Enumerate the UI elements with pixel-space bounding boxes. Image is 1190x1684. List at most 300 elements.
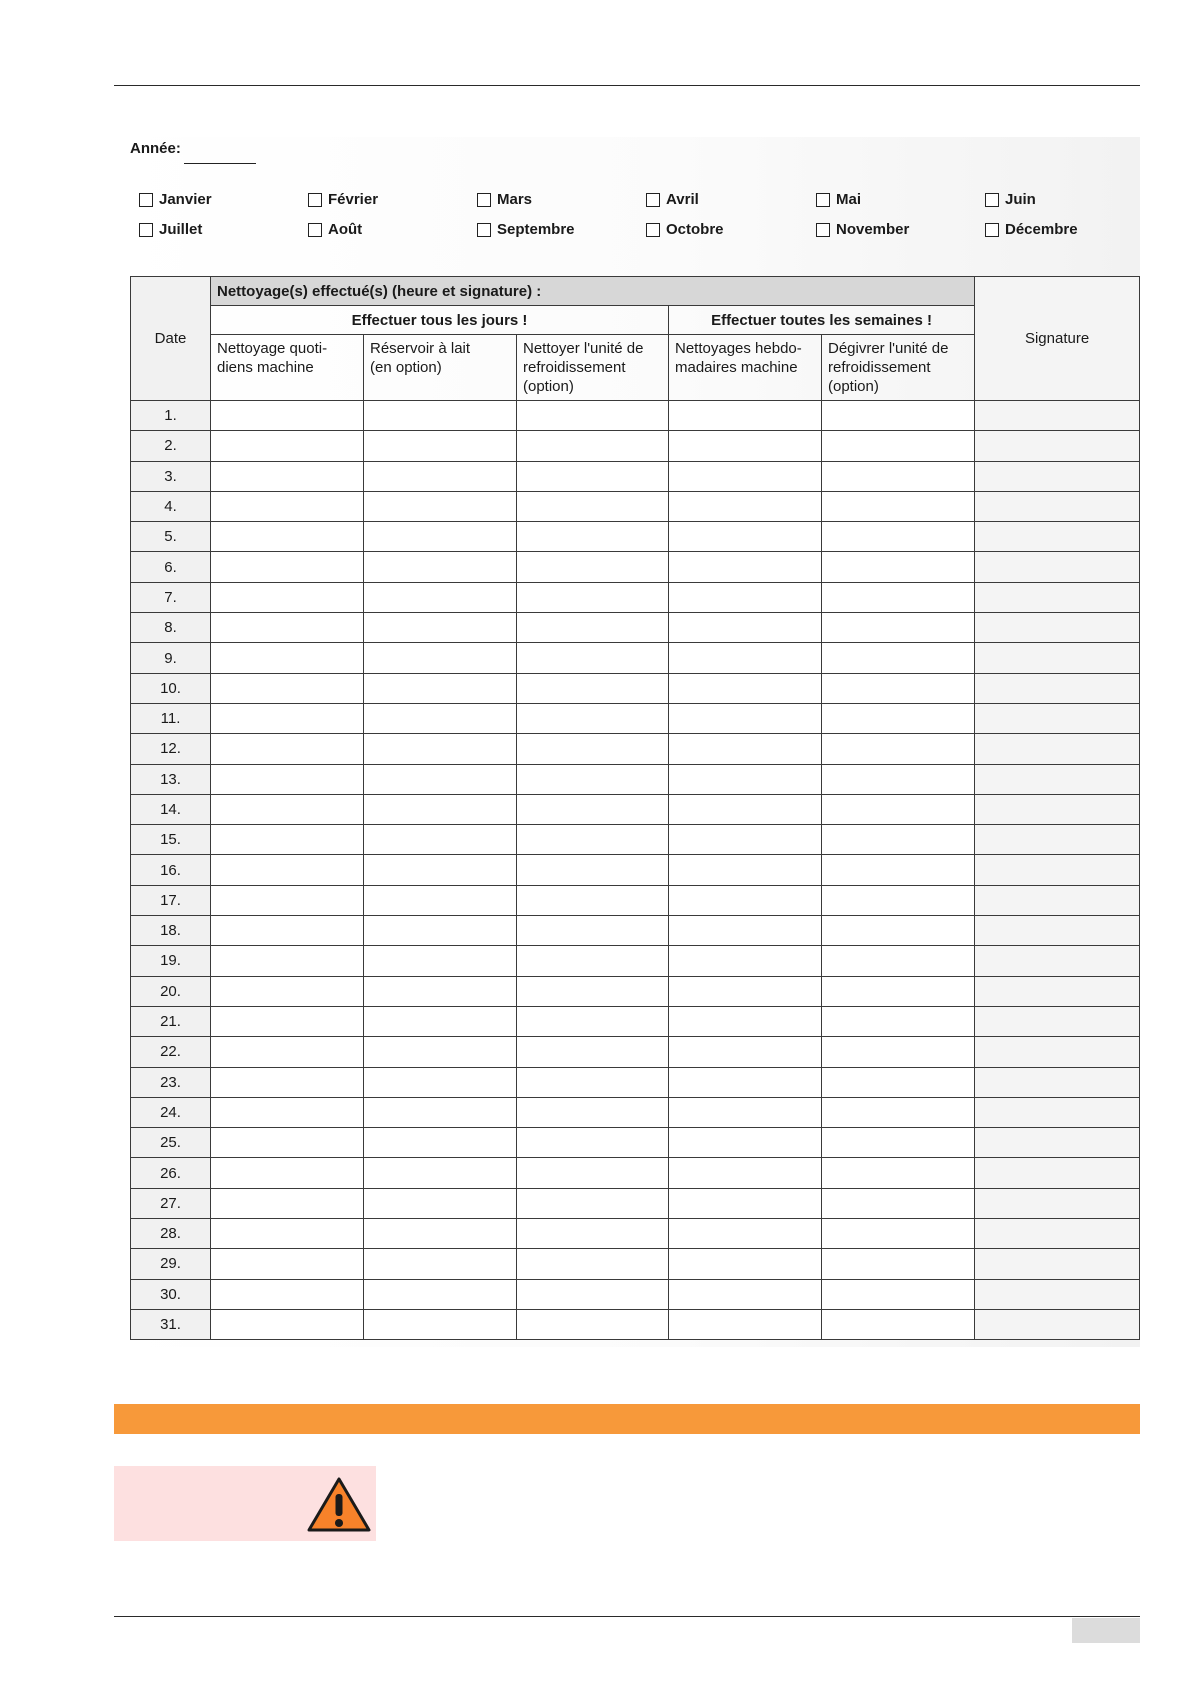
entry-cell[interactable] <box>364 1279 517 1309</box>
entry-cell[interactable] <box>211 1097 364 1127</box>
entry-cell[interactable] <box>822 946 975 976</box>
row-day-number: 16. <box>131 855 211 885</box>
table-row <box>131 885 1140 915</box>
signature-cell[interactable] <box>975 613 1140 643</box>
checkbox-icon[interactable] <box>477 223 491 237</box>
entry-cell[interactable] <box>517 1037 669 1067</box>
row-day-number: 18. <box>131 916 211 946</box>
row-day-number: 13. <box>131 764 211 794</box>
signature-cell[interactable] <box>975 1006 1140 1036</box>
entry-cell[interactable] <box>822 613 975 643</box>
entry-cell[interactable] <box>364 946 517 976</box>
entry-cell[interactable] <box>517 764 669 794</box>
checkbox-icon[interactable] <box>816 193 830 207</box>
signature-cell[interactable] <box>975 1158 1140 1188</box>
entry-cell[interactable] <box>211 794 364 824</box>
row-day-number: 21. <box>131 1006 211 1036</box>
month-label: Mai <box>836 191 862 208</box>
entry-cell[interactable] <box>517 976 669 1006</box>
entry-cell[interactable] <box>517 1067 669 1097</box>
signature-cell[interactable] <box>975 401 1140 431</box>
entry-cell[interactable] <box>364 1006 517 1036</box>
entry-cell[interactable] <box>822 522 975 552</box>
checkbox-icon[interactable] <box>985 193 999 207</box>
month-label: November <box>836 221 910 238</box>
signature-cell[interactable] <box>975 643 1140 673</box>
row-day-number: 3. <box>131 461 211 491</box>
entry-cell[interactable] <box>517 461 669 491</box>
entry-cell[interactable] <box>822 1188 975 1218</box>
table-row <box>131 522 1140 552</box>
row-day-number: 26. <box>131 1158 211 1188</box>
entry-cell[interactable] <box>211 552 364 582</box>
entry-cell[interactable] <box>364 1097 517 1127</box>
signature-cell[interactable] <box>975 491 1140 521</box>
signature-cell[interactable] <box>975 885 1140 915</box>
entry-cell[interactable] <box>211 825 364 855</box>
entry-cell[interactable] <box>211 1279 364 1309</box>
month-label: Février <box>328 191 379 208</box>
row-day-number: 12. <box>131 734 211 764</box>
entry-cell[interactable] <box>822 1128 975 1158</box>
entry-cell[interactable] <box>669 643 822 673</box>
signature-cell[interactable] <box>975 1037 1140 1067</box>
entry-cell[interactable] <box>669 522 822 552</box>
month-label: Janvier <box>159 191 212 208</box>
entry-cell[interactable] <box>517 1309 669 1339</box>
entry-cell[interactable] <box>517 491 669 521</box>
table-row <box>131 1067 1140 1097</box>
table-row <box>131 1279 1140 1309</box>
row-day-number: 23. <box>131 1067 211 1097</box>
month-label: Juillet <box>159 221 203 238</box>
table-row <box>131 552 1140 582</box>
entry-cell[interactable] <box>517 825 669 855</box>
entry-cell[interactable] <box>517 885 669 915</box>
cleaning-done-header: Nettoyage(s) effectué(s) (heure et signature) : <box>211 277 975 306</box>
entry-cell[interactable] <box>669 1128 822 1158</box>
entry-cell[interactable] <box>669 703 822 733</box>
entry-cell[interactable] <box>822 401 975 431</box>
entry-cell[interactable] <box>669 855 822 885</box>
month-label: Mars <box>497 191 533 208</box>
entry-cell[interactable] <box>822 825 975 855</box>
entry-cell[interactable] <box>211 1249 364 1279</box>
entry-cell[interactable] <box>517 401 669 431</box>
entry-cell[interactable] <box>211 1309 364 1339</box>
entry-cell[interactable] <box>669 1067 822 1097</box>
entry-cell[interactable] <box>669 1188 822 1218</box>
signature-cell[interactable] <box>975 522 1140 552</box>
section-header-bar <box>114 1404 1140 1434</box>
page-number-tab <box>1072 1618 1140 1643</box>
entry-cell[interactable] <box>517 855 669 885</box>
signature-cell[interactable] <box>975 1219 1140 1249</box>
entry-cell[interactable] <box>517 1097 669 1127</box>
entry-cell[interactable] <box>364 916 517 946</box>
checkbox-icon[interactable] <box>646 193 660 207</box>
checkbox-icon[interactable] <box>308 223 322 237</box>
month-checkbox-octobre[interactable] <box>646 221 724 238</box>
entry-cell[interactable] <box>822 673 975 703</box>
table-row <box>131 491 1140 521</box>
table-row <box>131 764 1140 794</box>
entry-cell[interactable] <box>669 673 822 703</box>
entry-cell[interactable] <box>517 582 669 612</box>
entry-cell[interactable] <box>822 1158 975 1188</box>
entry-cell[interactable] <box>822 764 975 794</box>
row-day-number: 15. <box>131 825 211 855</box>
signature-cell[interactable] <box>975 946 1140 976</box>
entry-cell[interactable] <box>364 582 517 612</box>
entry-cell[interactable] <box>822 885 975 915</box>
column-header-cooling-unit-defrost: Dégivrer l'unité de refroidissement (option) <box>822 335 975 401</box>
entry-cell[interactable] <box>211 734 364 764</box>
entry-cell[interactable] <box>822 703 975 733</box>
month-checkbox-mars[interactable] <box>477 191 532 208</box>
entry-cell[interactable] <box>669 1037 822 1067</box>
table-row <box>131 431 1140 461</box>
checkbox-icon[interactable] <box>139 223 153 237</box>
entry-cell[interactable] <box>669 1279 822 1309</box>
entry-cell[interactable] <box>517 613 669 643</box>
signature-cell[interactable] <box>975 431 1140 461</box>
entry-cell[interactable] <box>364 1309 517 1339</box>
month-label: Avril <box>666 191 699 208</box>
entry-cell[interactable] <box>822 1249 975 1279</box>
entry-cell[interactable] <box>364 1128 517 1158</box>
entry-cell[interactable] <box>669 916 822 946</box>
entry-cell[interactable] <box>669 1158 822 1188</box>
table-row <box>131 916 1140 946</box>
entry-cell[interactable] <box>669 613 822 643</box>
entry-cell[interactable] <box>211 401 364 431</box>
table-row <box>131 1309 1140 1339</box>
entry-cell[interactable] <box>669 1006 822 1036</box>
month-checkbox-november[interactable] <box>816 221 909 238</box>
entry-cell[interactable] <box>822 734 975 764</box>
entry-cell[interactable] <box>211 1188 364 1218</box>
column-header-daily-machine: Nettoyage quoti- diens machine <box>211 335 364 401</box>
row-day-number: 27. <box>131 1188 211 1218</box>
entry-cell[interactable] <box>364 1188 517 1218</box>
entry-cell[interactable] <box>211 1006 364 1036</box>
entry-cell[interactable] <box>822 1219 975 1249</box>
row-day-number: 19. <box>131 946 211 976</box>
entry-cell[interactable] <box>822 552 975 582</box>
entry-cell[interactable] <box>364 491 517 521</box>
signature-cell[interactable] <box>975 734 1140 764</box>
row-day-number: 30. <box>131 1279 211 1309</box>
entry-cell[interactable] <box>364 1249 517 1279</box>
checkbox-icon[interactable] <box>308 193 322 207</box>
month-label: Décembre <box>1005 221 1078 238</box>
signature-cell[interactable] <box>975 855 1140 885</box>
row-day-number: 20. <box>131 976 211 1006</box>
top-rule <box>114 85 1140 86</box>
month-checkbox-juillet[interactable] <box>139 221 202 238</box>
entry-cell[interactable] <box>211 916 364 946</box>
row-day-number: 2. <box>131 431 211 461</box>
entry-cell[interactable] <box>669 734 822 764</box>
month-label: Octobre <box>666 221 724 238</box>
row-day-number: 11. <box>131 703 211 733</box>
checkbox-icon[interactable] <box>646 223 660 237</box>
entry-cell[interactable] <box>669 885 822 915</box>
entry-cell[interactable] <box>822 643 975 673</box>
entry-cell[interactable] <box>211 673 364 703</box>
entry-cell[interactable] <box>364 764 517 794</box>
entry-cell[interactable] <box>517 734 669 764</box>
row-day-number: 5. <box>131 522 211 552</box>
entry-cell[interactable] <box>669 461 822 491</box>
entry-cell[interactable] <box>669 794 822 824</box>
entry-cell[interactable] <box>822 794 975 824</box>
signature-cell[interactable] <box>975 1279 1140 1309</box>
month-checkbox-decembre[interactable] <box>985 221 1078 238</box>
row-day-number: 4. <box>131 491 211 521</box>
column-header-cooling-unit-clean: Nettoyer l'unité de refroidissement (option) <box>517 335 669 401</box>
signature-cell[interactable] <box>975 582 1140 612</box>
table-row <box>131 1006 1140 1036</box>
entry-cell[interactable] <box>364 673 517 703</box>
entry-cell[interactable] <box>364 522 517 552</box>
row-day-number: 17. <box>131 885 211 915</box>
entry-cell[interactable] <box>364 461 517 491</box>
entry-cell[interactable] <box>517 552 669 582</box>
entry-cell[interactable] <box>822 1067 975 1097</box>
month-label: Août <box>328 221 363 238</box>
entry-cell[interactable] <box>669 1249 822 1279</box>
signature-cell[interactable] <box>975 916 1140 946</box>
entry-cell[interactable] <box>364 855 517 885</box>
table-row <box>131 1158 1140 1188</box>
signature-cell[interactable] <box>975 1097 1140 1127</box>
table-row <box>131 976 1140 1006</box>
cleaning-log-table <box>130 276 1140 1340</box>
entry-cell[interactable] <box>364 552 517 582</box>
entry-cell[interactable] <box>364 401 517 431</box>
signature-cell[interactable] <box>975 976 1140 1006</box>
row-day-number: 10. <box>131 673 211 703</box>
entry-cell[interactable] <box>211 946 364 976</box>
table-row <box>131 613 1140 643</box>
column-header-weekly-machine: Nettoyages hebdo- madaires machine <box>669 335 822 401</box>
entry-cell[interactable] <box>211 764 364 794</box>
entry-cell[interactable] <box>669 491 822 521</box>
signature-cell[interactable] <box>975 552 1140 582</box>
entry-cell[interactable] <box>211 1067 364 1097</box>
column-header-milk-tank: Réservoir à lait (en option) <box>364 335 517 401</box>
row-day-number: 14. <box>131 794 211 824</box>
entry-cell[interactable] <box>669 552 822 582</box>
entry-cell[interactable] <box>211 491 364 521</box>
signature-cell[interactable] <box>975 461 1140 491</box>
entry-cell[interactable] <box>364 1067 517 1097</box>
entry-cell[interactable] <box>669 976 822 1006</box>
entry-cell[interactable] <box>211 461 364 491</box>
table-row <box>131 703 1140 733</box>
table-row <box>131 461 1140 491</box>
entry-cell[interactable] <box>517 1188 669 1218</box>
signature-cell[interactable] <box>975 1249 1140 1279</box>
entry-cell[interactable] <box>669 401 822 431</box>
signature-cell[interactable] <box>975 794 1140 824</box>
month-checkbox-fevrier[interactable] <box>308 191 378 208</box>
table-row <box>131 1097 1140 1127</box>
entry-cell[interactable] <box>364 976 517 1006</box>
bottom-rule <box>114 1616 1140 1617</box>
signature-cell[interactable] <box>975 1188 1140 1218</box>
entry-cell[interactable] <box>211 885 364 915</box>
entry-cell[interactable] <box>517 431 669 461</box>
entry-cell[interactable] <box>364 703 517 733</box>
entry-cell[interactable] <box>364 1219 517 1249</box>
table-row <box>131 855 1140 885</box>
entry-cell[interactable] <box>211 522 364 552</box>
table-row <box>131 1037 1140 1067</box>
row-day-number: 1. <box>131 401 211 431</box>
entry-cell[interactable] <box>517 703 669 733</box>
entry-cell[interactable] <box>517 1219 669 1249</box>
signature-cell[interactable] <box>975 825 1140 855</box>
entry-cell[interactable] <box>211 1037 364 1067</box>
entry-cell[interactable] <box>822 582 975 612</box>
row-day-number: 25. <box>131 1128 211 1158</box>
table-row <box>131 734 1140 764</box>
entry-cell[interactable] <box>211 643 364 673</box>
signature-column-header: Signature <box>975 277 1140 401</box>
entry-cell[interactable] <box>364 643 517 673</box>
entry-cell[interactable] <box>364 1158 517 1188</box>
entry-cell[interactable] <box>822 1006 975 1036</box>
entry-cell[interactable] <box>211 1219 364 1249</box>
warning-triangle-icon <box>306 1476 372 1534</box>
entry-cell[interactable] <box>669 582 822 612</box>
entry-cell[interactable] <box>822 976 975 1006</box>
signature-cell[interactable] <box>975 673 1140 703</box>
entry-cell[interactable] <box>517 1279 669 1309</box>
entry-cell[interactable] <box>517 1128 669 1158</box>
entry-cell[interactable] <box>669 946 822 976</box>
signature-cell[interactable] <box>975 764 1140 794</box>
row-day-number: 8. <box>131 613 211 643</box>
entry-cell[interactable] <box>669 825 822 855</box>
month-checkbox-avril[interactable] <box>646 191 699 208</box>
entry-cell[interactable] <box>822 461 975 491</box>
checkbox-icon[interactable] <box>139 193 153 207</box>
entry-cell[interactable] <box>822 1279 975 1309</box>
entry-cell[interactable] <box>669 431 822 461</box>
entry-cell[interactable] <box>517 946 669 976</box>
row-day-number: 24. <box>131 1097 211 1127</box>
table-row <box>131 643 1140 673</box>
entry-cell[interactable] <box>364 885 517 915</box>
entry-cell[interactable] <box>211 613 364 643</box>
row-day-number: 28. <box>131 1219 211 1249</box>
table-row <box>131 825 1140 855</box>
entry-cell[interactable] <box>517 522 669 552</box>
entry-cell[interactable] <box>822 1037 975 1067</box>
row-day-number: 7. <box>131 582 211 612</box>
entry-cell[interactable] <box>517 673 669 703</box>
month-checkbox-janvier[interactable] <box>139 191 212 208</box>
signature-cell[interactable] <box>975 1128 1140 1158</box>
entry-cell[interactable] <box>364 431 517 461</box>
month-label: Septembre <box>497 221 575 238</box>
entry-cell[interactable] <box>669 764 822 794</box>
entry-cell[interactable] <box>211 1128 364 1158</box>
entry-cell[interactable] <box>364 1037 517 1067</box>
entry-cell[interactable] <box>364 794 517 824</box>
entry-cell[interactable] <box>211 582 364 612</box>
checkbox-icon[interactable] <box>477 193 491 207</box>
year-label: Année: <box>130 140 181 157</box>
entry-cell[interactable] <box>364 613 517 643</box>
entry-cell[interactable] <box>211 976 364 1006</box>
checkbox-icon[interactable] <box>985 223 999 237</box>
entry-cell[interactable] <box>669 1097 822 1127</box>
entry-cell[interactable] <box>822 855 975 885</box>
table-row <box>131 401 1140 431</box>
month-checkbox-septembre[interactable] <box>477 221 575 238</box>
month-checkbox-mai[interactable] <box>816 191 861 208</box>
daily-group-header: Effectuer tous les jours ! <box>211 306 669 335</box>
signature-cell[interactable] <box>975 1309 1140 1339</box>
entry-cell[interactable] <box>822 1309 975 1339</box>
entry-cell[interactable] <box>364 825 517 855</box>
month-checkbox-juin[interactable] <box>985 191 1036 208</box>
entry-cell[interactable] <box>822 1097 975 1127</box>
entry-cell[interactable] <box>517 916 669 946</box>
table-row <box>131 1249 1140 1279</box>
entry-cell[interactable] <box>211 855 364 885</box>
row-day-number: 29. <box>131 1249 211 1279</box>
entry-cell[interactable] <box>822 431 975 461</box>
entry-cell[interactable] <box>211 703 364 733</box>
entry-cell[interactable] <box>517 1006 669 1036</box>
checkbox-icon[interactable] <box>816 223 830 237</box>
entry-cell[interactable] <box>517 1158 669 1188</box>
entry-cell[interactable] <box>211 431 364 461</box>
signature-cell[interactable] <box>975 1067 1140 1097</box>
entry-cell[interactable] <box>822 916 975 946</box>
table-row <box>131 946 1140 976</box>
date-column-header: Date <box>131 277 211 401</box>
entry-cell[interactable] <box>517 794 669 824</box>
entry-cell[interactable] <box>822 491 975 521</box>
entry-cell[interactable] <box>364 734 517 764</box>
table-row <box>131 582 1140 612</box>
table-row <box>131 794 1140 824</box>
entry-cell[interactable] <box>669 1219 822 1249</box>
month-label: Juin <box>1005 191 1036 208</box>
entry-cell[interactable] <box>517 1249 669 1279</box>
entry-cell[interactable] <box>211 1158 364 1188</box>
entry-cell[interactable] <box>669 1309 822 1339</box>
table-row <box>131 1188 1140 1218</box>
row-day-number: 9. <box>131 643 211 673</box>
year-input-line[interactable] <box>184 163 256 164</box>
table-row <box>131 1128 1140 1158</box>
entry-cell[interactable] <box>517 643 669 673</box>
table-row <box>131 673 1140 703</box>
weekly-group-header: Effectuer toutes les semaines ! <box>669 306 975 335</box>
signature-cell[interactable] <box>975 703 1140 733</box>
row-day-number: 22. <box>131 1037 211 1067</box>
table-row <box>131 1219 1140 1249</box>
month-checkbox-aout[interactable] <box>308 221 362 238</box>
